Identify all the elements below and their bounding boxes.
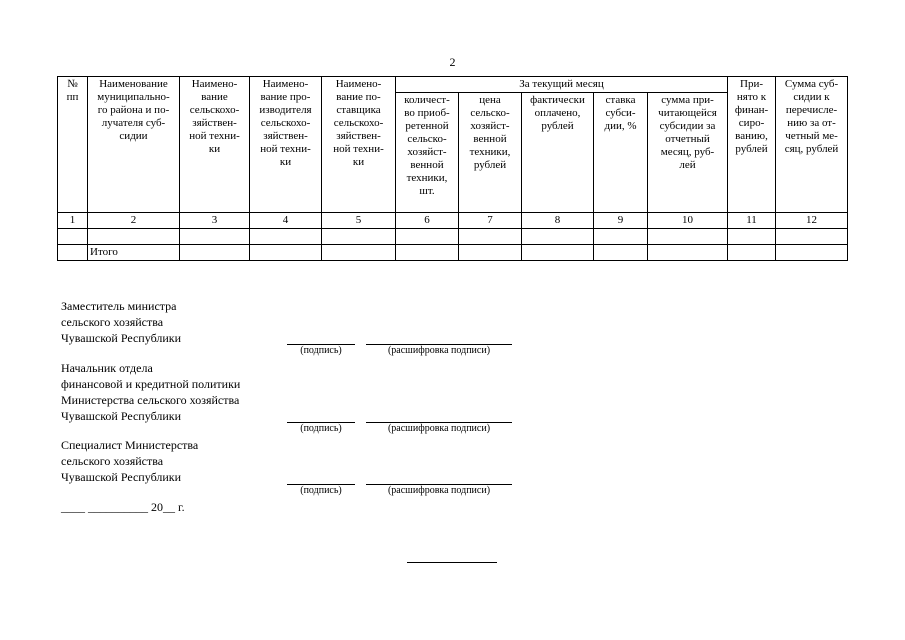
signature-decode-line: (расшифровка подписи) xyxy=(366,422,512,435)
signature-title-department-head: Начальник отдела финансовой и кредитной политики Министерства сельского хозяйства Чувашской Республики xyxy=(61,361,241,423)
date-line: ____ __________ 20__ г. xyxy=(61,500,185,514)
separator-line xyxy=(407,562,497,563)
signature-title-specialist: Специалист Министерства сельского хозяйства Чувашской Республики xyxy=(61,438,199,484)
col-num-2: 2 xyxy=(88,213,180,229)
signature-decode-line: (расшифровка подписи) xyxy=(366,484,512,497)
signature-line: (подпись) xyxy=(287,484,355,497)
header-subsidy-sum: сумма при- читающейся субсидии за отчетный месяц, руб- лей xyxy=(648,93,728,213)
signature-line: (подпись) xyxy=(287,422,355,435)
signature-line: (подпись) xyxy=(287,344,355,357)
header-agri-tech: Наимено- вание сельскохо- зяйствен- ной техни- ки xyxy=(180,77,250,213)
col-num-11: 11 xyxy=(728,213,776,229)
header-paid: фактически оплачено, рублей xyxy=(522,93,594,213)
col-num-6: 6 xyxy=(396,213,459,229)
header-accepted: При- нято к финан- сиро- ванию, рублей xyxy=(728,77,776,213)
col-num-9: 9 xyxy=(594,213,648,229)
page-number: 2 xyxy=(449,55,456,69)
col-num-10: 10 xyxy=(648,213,728,229)
header-transfer-sum: Сумма суб- сидии к перечисле- нию за от- четный ме- сяц, рублей xyxy=(776,77,848,213)
header-manufacturer: Наимено- вание про- изводителя сельскохо- зяйствен- ной техни- ки xyxy=(250,77,322,213)
subsidy-report-table xyxy=(57,76,848,261)
col-num-8: 8 xyxy=(522,213,594,229)
table-row xyxy=(58,229,848,245)
col-num-5: 5 xyxy=(322,213,396,229)
col-num-4: 4 xyxy=(250,213,322,229)
col-num-7: 7 xyxy=(459,213,522,229)
header-no: № пп xyxy=(58,77,88,213)
header-price: цена сельско- хозяйст- венной техники, рублей xyxy=(459,93,522,213)
total-label: Итого xyxy=(88,245,180,261)
header-supplier: Наимено- вание по- ставщика сельскохо- зяйствен- ной техни- ки xyxy=(322,77,396,213)
col-num-12: 12 xyxy=(776,213,848,229)
col-num-3: 3 xyxy=(180,213,250,229)
header-municipality: Наименование муниципально- го района и по- лучателя суб- сидии xyxy=(88,77,180,213)
col-num-1: 1 xyxy=(58,213,88,229)
signature-title-deputy-minister: Заместитель министра сельского хозяйства Чувашской Республики xyxy=(61,299,182,345)
total-row xyxy=(58,245,848,261)
table-header-row xyxy=(58,77,848,93)
column-numbers-row xyxy=(58,213,848,229)
signature-decode-line: (расшифровка подписи) xyxy=(366,344,512,357)
header-quantity: количест- во приоб- ретенной сельско- хозяйст- венной техники, шт. xyxy=(396,93,459,213)
header-rate: ставка субси- дии, % xyxy=(594,93,648,213)
header-current-month: За текущий месяц xyxy=(396,77,728,93)
